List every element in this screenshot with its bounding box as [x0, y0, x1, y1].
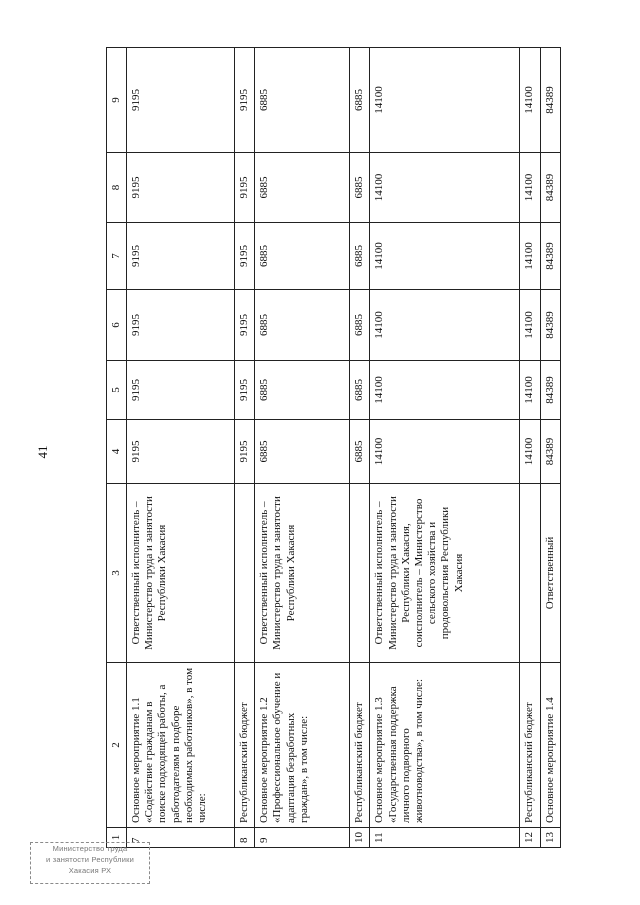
table-header-row [107, 48, 127, 848]
header-col-3: 3 [107, 484, 127, 663]
rotated-table-container [106, 47, 561, 848]
table-row [350, 48, 370, 848]
header-col-2: 2 [107, 663, 127, 828]
row-number: 10 [350, 828, 370, 848]
value-cell: 9195 [235, 48, 255, 153]
executor: Ответственный исполнитель – Министерство труда и занятости Республики Хакасия [255, 484, 350, 663]
table-row [127, 48, 235, 848]
value-cell: 6885 [255, 153, 350, 223]
value-cell: 9195 [235, 153, 255, 223]
stamp-line: Министерство труда [52, 844, 128, 853]
value-cell: 9195 [127, 290, 235, 361]
value-cell: 6885 [350, 48, 370, 153]
table-row [235, 48, 255, 848]
header-col-4: 4 [107, 420, 127, 484]
row-number: 11 [370, 828, 520, 848]
header-col-5: 5 [107, 361, 127, 420]
header-col-1: 1 [107, 828, 127, 848]
executor: Ответственный исполнитель – Министерство труда и занятости Республики Хакасия, соисполнитель – Министерство сельского хозяйства и продовольствия Республики Хакасия [370, 484, 520, 663]
value-cell: 14100 [520, 290, 540, 361]
value-cell: 14100 [370, 48, 520, 153]
table-row [540, 48, 560, 848]
value-cell: 9195 [127, 420, 235, 484]
value-cell: 84389 [540, 153, 560, 223]
value-cell: 9195 [235, 290, 255, 361]
measure-name: Основное мероприятие 1.4 [540, 663, 560, 828]
value-cell: 6885 [255, 420, 350, 484]
value-cell: 84389 [540, 420, 560, 484]
row-number: 12 [520, 828, 540, 848]
table-row [370, 48, 520, 848]
value-cell: 14100 [520, 361, 540, 420]
value-cell: 6885 [350, 420, 370, 484]
measure-name: Республиканский бюджет [235, 663, 255, 828]
value-cell: 9195 [127, 153, 235, 223]
value-cell: 14100 [520, 153, 540, 223]
budget-table [106, 47, 561, 848]
row-number: 9 [255, 828, 350, 848]
executor [350, 484, 370, 663]
value-cell: 84389 [540, 361, 560, 420]
value-cell: 6885 [350, 223, 370, 290]
measure-name: Республиканский бюджет [520, 663, 540, 828]
executor: Ответственный [540, 484, 560, 663]
stamp-line: Хакасия РХ [68, 866, 112, 875]
header-col-9: 9 [107, 48, 127, 153]
value-cell: 9195 [235, 361, 255, 420]
value-cell: 14100 [370, 420, 520, 484]
header-col-8: 8 [107, 153, 127, 223]
header-col-6: 6 [107, 290, 127, 361]
value-cell: 84389 [540, 223, 560, 290]
page-number: 41 [35, 445, 50, 459]
value-cell: 14100 [520, 223, 540, 290]
stamp-line: и занятости Республики [46, 855, 134, 864]
measure-name: Основное мероприятие 1.1 «Содействие гражданам в поиске подходящей работы, а работодателям в подборе необходимых работников», в том числе: [127, 663, 235, 828]
row-number: 8 [235, 828, 255, 848]
value-cell: 6885 [350, 361, 370, 420]
value-cell: 14100 [520, 48, 540, 153]
value-cell: 84389 [540, 48, 560, 153]
row-number: 7 [127, 828, 235, 848]
value-cell: 6885 [255, 48, 350, 153]
value-cell: 6885 [350, 153, 370, 223]
value-cell: 14100 [520, 420, 540, 484]
row-number: 13 [540, 828, 560, 848]
executor [235, 484, 255, 663]
measure-name: Основное мероприятие 1.3 «Государственная поддержка личного подворного животноводства», в том числе: [370, 663, 520, 828]
value-cell: 9195 [235, 223, 255, 290]
value-cell: 6885 [255, 223, 350, 290]
executor: Ответственный исполнитель – Министерство труда и занятости Республики Хакасия [127, 484, 235, 663]
executor [520, 484, 540, 663]
header-col-7: 7 [107, 223, 127, 290]
value-cell: 84389 [540, 290, 560, 361]
value-cell: 6885 [255, 361, 350, 420]
table-row [255, 48, 350, 848]
table-row [520, 48, 540, 848]
measure-name: Основное мероприятие 1.2 «Профессиональное обучение и адаптация безработных граждан», в том числе: [255, 663, 350, 828]
value-cell: 9195 [127, 48, 235, 153]
value-cell: 9195 [127, 223, 235, 290]
value-cell: 9195 [127, 361, 235, 420]
value-cell: 14100 [370, 153, 520, 223]
value-cell: 14100 [370, 361, 520, 420]
value-cell: 9195 [235, 420, 255, 484]
value-cell: 6885 [255, 290, 350, 361]
value-cell: 6885 [350, 290, 370, 361]
value-cell: 14100 [370, 223, 520, 290]
value-cell: 14100 [370, 290, 520, 361]
registration-stamp [30, 842, 150, 884]
measure-name: Республиканский бюджет [350, 663, 370, 828]
